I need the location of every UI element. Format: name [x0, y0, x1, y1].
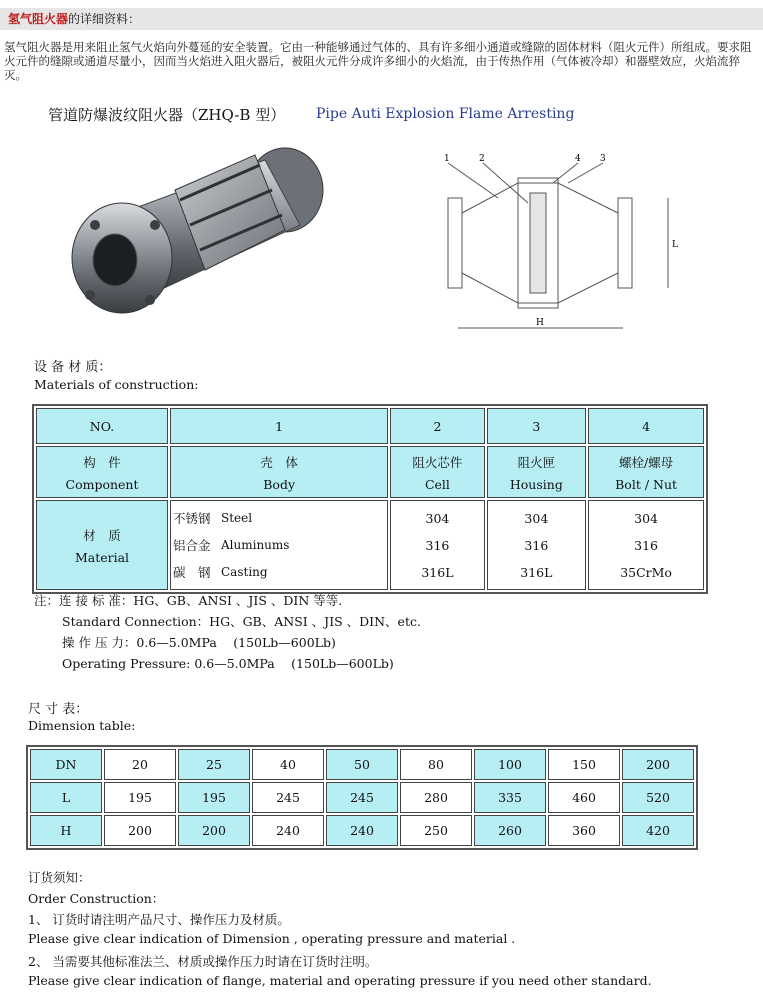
component-label-en: Component — [65, 476, 139, 492]
material-label — [36, 500, 168, 590]
l-value: 335 — [474, 782, 546, 813]
header-suffix: 的详细资料： — [68, 12, 141, 26]
table-row — [36, 446, 704, 498]
h-value: 240 — [252, 815, 324, 846]
component-body-zh: 壳 体 — [260, 454, 298, 470]
body-material-en: Steel — [221, 511, 253, 525]
body-material-en: Aluminums — [221, 538, 290, 552]
dn-value: 150 — [548, 749, 620, 780]
housing-material-value: 316L — [520, 564, 553, 580]
dimension-title-en: Dimension table: — [28, 718, 136, 733]
component-cell-zh: 阻火芯件 — [412, 454, 463, 470]
bolt-material-value: 35CrMo — [620, 564, 672, 580]
connection-en: Standard Connection：HG、GB、ANSI 、JIS 、DIN、etc. — [62, 614, 421, 629]
number-3: 3 — [487, 408, 587, 444]
component-housing — [487, 446, 587, 498]
diagram-label-1: 1 — [444, 154, 450, 164]
materials-title-en: Materials of construction: — [34, 377, 199, 392]
h-value: 240 — [326, 815, 398, 846]
body-material-row — [171, 559, 387, 586]
number-4: 4 — [588, 408, 704, 444]
product-photo — [60, 130, 360, 330]
h-value: 200 — [104, 815, 176, 846]
order-item1-zh: 1、 订货时请注明产品尺寸、操作压力及材质。 — [28, 912, 290, 927]
dn-value: 80 — [400, 749, 472, 780]
cell-materials — [390, 500, 484, 590]
product-title-zh: 管道防爆波纹阻火器（ZHQ-B 型） — [48, 106, 286, 124]
dn-value: 100 — [474, 749, 546, 780]
l-value: 245 — [252, 782, 324, 813]
body-material-row — [171, 505, 387, 532]
diagram-label-4: 4 — [575, 154, 581, 164]
l-value: 280 — [400, 782, 472, 813]
dimension-title-zh: 尺 寸 表： — [28, 702, 89, 717]
dn-label: DN — [30, 749, 102, 780]
l-label: L — [30, 782, 102, 813]
header-bar — [0, 8, 763, 30]
table-row — [30, 749, 694, 780]
table-row — [30, 815, 694, 846]
order-item1-en: Please give clear indication of Dimension , operating pressure and material . — [28, 931, 516, 946]
component-cell — [390, 446, 484, 498]
body-material-en: Casting — [221, 565, 268, 579]
number-1: 1 — [170, 408, 388, 444]
body-material-row — [171, 532, 387, 559]
bolt-material-value: 304 — [634, 510, 658, 526]
housing-materials — [487, 500, 587, 590]
h-value: 260 — [474, 815, 546, 846]
bolt-material-value: 316 — [634, 537, 658, 553]
bolt-materials — [588, 500, 704, 590]
header-title: 氢气阻火器 — [8, 12, 69, 26]
table-row — [36, 500, 704, 590]
product-title-en: Pipe Auti Explosion Flame Arresting — [316, 106, 575, 122]
material-label-zh: 材 质 — [83, 527, 121, 543]
order-title-en: Order Construction： — [28, 891, 165, 906]
component-bolt — [588, 446, 704, 498]
order-title-zh: 订货须知： — [28, 870, 91, 885]
dn-value: 50 — [326, 749, 398, 780]
cell-material-value: 304 — [425, 510, 450, 526]
dn-value: 40 — [252, 749, 324, 780]
h-value: 250 — [400, 815, 472, 846]
diagram-dim-h: H — [536, 318, 544, 328]
housing-material-value: 316 — [524, 537, 549, 553]
l-value: 195 — [178, 782, 250, 813]
pressure-zh: 操 作 压 力：0.6—5.0MPa (150Lb—600Lb) — [62, 635, 336, 650]
order-item2-en: Please give clear indication of flange, material and operating pressure if you need other standard. — [28, 973, 652, 988]
intro-text: 氢气阻火器是用来阻止氢气火焰向外蔓延的安全装置。它由一种能够通过气体的、具有许多细小通道或缝隙的固体材料（阻火元件）所组成。要求阻火元件的缝隙或通道尽量小，因而当火焰进入阻火器后，被阻火元件分成许多细小的火焰流，由于传热作用（气体被冷却）和器壁效应，火焰流猝灭。 — [4, 40, 752, 82]
materials-table — [32, 404, 708, 594]
order-item2-zh: 2、 当需要其他标准法兰、材质或操作压力时请在订货时注明。 — [28, 954, 378, 969]
component-body — [170, 446, 388, 498]
no-label: NO. — [36, 408, 168, 444]
cell-material-value: 316 — [425, 537, 450, 553]
table-row — [36, 408, 704, 444]
l-value: 245 — [326, 782, 398, 813]
cell-material-value: 316L — [421, 564, 454, 580]
h-value: 200 — [178, 815, 250, 846]
component-label-zh: 构 件 — [83, 454, 121, 470]
diagram-label-3: 3 — [600, 154, 606, 164]
l-value: 195 — [104, 782, 176, 813]
material-label-en: Material — [74, 549, 130, 565]
housing-material-value: 304 — [524, 510, 549, 526]
body-material-zh: 不锈钢 — [173, 511, 211, 526]
component-bolt-zh: 螺栓/螺母 — [618, 454, 674, 470]
component-cell-en: Cell — [424, 476, 450, 492]
dimension-table — [26, 745, 698, 850]
dn-value: 200 — [622, 749, 694, 780]
component-bolt-en: Bolt / Nut — [615, 476, 678, 492]
pressure-en: Operating Pressure: 0.6—5.0MPa (150Lb—600Lb) — [62, 656, 394, 671]
body-material-zh: 铝合金 — [173, 538, 211, 553]
body-material-zh: 碳 钢 — [173, 565, 211, 580]
diagram-label-2: 2 — [479, 154, 485, 164]
table-row — [30, 782, 694, 813]
diagram-dim-l: L — [672, 240, 678, 250]
number-2: 2 — [390, 408, 484, 444]
component-housing-zh: 阻火匣 — [517, 454, 556, 470]
h-value: 360 — [548, 815, 620, 846]
connection-zh: 注：连 接 标 准：HG、GB、ANSI 、JIS 、DIN 等等. — [34, 593, 343, 608]
technical-diagram — [418, 143, 708, 338]
dn-value: 20 — [104, 749, 176, 780]
component-body-en: Body — [263, 476, 296, 492]
dn-value: 25 — [178, 749, 250, 780]
body-materials — [170, 500, 388, 590]
component-housing-en: Housing — [509, 476, 563, 492]
component-label — [36, 446, 168, 498]
l-value: 460 — [548, 782, 620, 813]
l-value: 520 — [622, 782, 694, 813]
h-value: 420 — [622, 815, 694, 846]
h-label: H — [30, 815, 102, 846]
materials-title-zh: 设 备 材 质： — [34, 360, 112, 375]
